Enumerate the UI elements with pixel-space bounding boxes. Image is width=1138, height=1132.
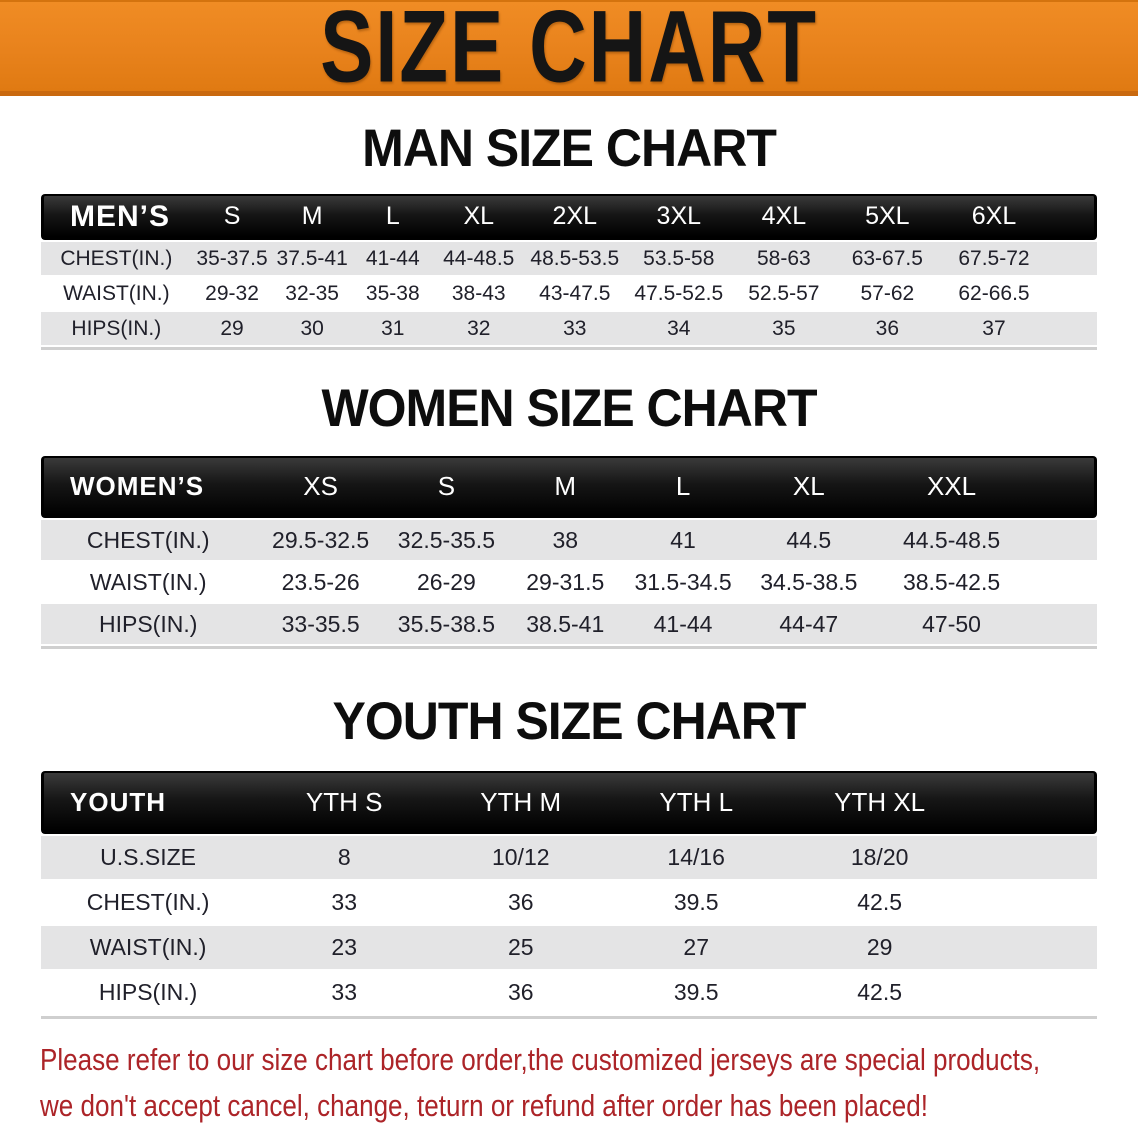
page-title: SIZE CHART (320, 0, 818, 104)
size-cell: 29 (784, 926, 975, 969)
women-column-header: S (386, 456, 507, 518)
size-cell: 30 (272, 312, 352, 345)
men-row-2 (41, 312, 1097, 345)
size-chart-banner (0, 0, 1138, 104)
size-cell: 18/20 (784, 836, 975, 879)
youth-corner-label: YOUTH (41, 771, 255, 834)
size-cell: 36 (433, 881, 608, 924)
disclaimer-line-1: Please refer to our size chart before order,the customized jerseys are special products, (40, 1042, 1041, 1077)
men-column-header: M (272, 194, 352, 240)
women-corner-label: WOMEN’S (41, 456, 255, 518)
row-label: WAIST(IN.) (41, 562, 255, 602)
size-cell: 47.5-52.5 (626, 277, 732, 310)
size-cell: 25 (433, 926, 608, 969)
size-cell: 44.5 (742, 520, 875, 560)
size-cell: 62-66.5 (939, 277, 1049, 310)
size-cell: 36 (433, 971, 608, 1014)
row-label: HIPS(IN.) (41, 971, 255, 1014)
women-column-header: L (624, 456, 743, 518)
youth-row-3 (41, 971, 1097, 1014)
men-column-header: 5XL (836, 194, 939, 240)
men-column-header: 2XL (524, 194, 626, 240)
youth-row-1 (41, 881, 1097, 924)
disclaimer (40, 1037, 1138, 1129)
men-column-header: 6XL (939, 194, 1049, 240)
size-cell: 44-48.5 (434, 242, 524, 275)
size-cell: 31.5-34.5 (624, 562, 743, 602)
size-cell: 37.5-41 (272, 242, 352, 275)
men-corner-label: MEN’S (41, 194, 192, 240)
men-row-1 (41, 277, 1097, 310)
row-label: HIPS(IN.) (41, 312, 192, 345)
size-cell: 41-44 (352, 242, 434, 275)
size-cell: 33 (524, 312, 626, 345)
row-label: WAIST(IN.) (41, 926, 255, 969)
disclaimer-line-2: we don't accept cancel, change, teturn or refund after order has been placed! (40, 1088, 929, 1123)
header-spacer (1049, 194, 1097, 240)
row-label: U.S.SIZE (41, 836, 255, 879)
size-cell: 26-29 (386, 562, 507, 602)
row-spacer (975, 836, 1097, 879)
size-cell: 10/12 (433, 836, 608, 879)
size-cell: 35-38 (352, 277, 434, 310)
men-section-heading: MAN SIZE CHART (362, 118, 776, 178)
size-cell: 33 (255, 971, 433, 1014)
size-cell: 38.5-42.5 (875, 562, 1028, 602)
size-cell: 38 (507, 520, 624, 560)
size-cell: 48.5-53.5 (524, 242, 626, 275)
size-cell: 29-32 (192, 277, 273, 310)
size-cell: 41-44 (624, 604, 743, 644)
size-cell: 8 (255, 836, 433, 879)
men-column-header: L (352, 194, 434, 240)
men-column-header: S (192, 194, 273, 240)
size-cell: 34.5-38.5 (742, 562, 875, 602)
row-spacer (1028, 520, 1097, 560)
row-label: HIPS(IN.) (41, 604, 255, 644)
size-cell: 42.5 (784, 881, 975, 924)
row-label: CHEST(IN.) (41, 242, 192, 275)
youth-column-header: YTH S (255, 771, 433, 834)
men-column-header: XL (434, 194, 524, 240)
youth-column-header: YTH XL (784, 771, 975, 834)
row-spacer (1028, 604, 1097, 644)
row-spacer (1049, 312, 1097, 345)
youth-column-header: YTH L (608, 771, 784, 834)
women-table-wrap (41, 454, 1097, 649)
size-cell: 44.5-48.5 (875, 520, 1028, 560)
size-cell: 33 (255, 881, 433, 924)
size-cell: 39.5 (608, 971, 784, 1014)
row-spacer (1028, 562, 1097, 602)
size-cell: 35.5-38.5 (386, 604, 507, 644)
size-cell: 32 (434, 312, 524, 345)
size-cell: 67.5-72 (939, 242, 1049, 275)
row-label: CHEST(IN.) (41, 881, 255, 924)
size-cell: 35-37.5 (192, 242, 273, 275)
size-cell: 14/16 (608, 836, 784, 879)
size-cell: 36 (836, 312, 939, 345)
size-cell: 33-35.5 (255, 604, 386, 644)
size-cell: 39.5 (608, 881, 784, 924)
size-cell: 34 (626, 312, 732, 345)
size-cell: 35 (732, 312, 836, 345)
men-row-0 (41, 242, 1097, 275)
women-row-1 (41, 562, 1097, 602)
header-spacer (975, 771, 1097, 834)
women-column-header: XL (742, 456, 875, 518)
row-spacer (1049, 277, 1097, 310)
men-header-row (41, 194, 1097, 240)
women-row-0 (41, 520, 1097, 560)
youth-size-table (41, 769, 1097, 1016)
header-spacer (1028, 456, 1097, 518)
women-header-row (41, 456, 1097, 518)
men-table-wrap (41, 192, 1097, 350)
size-cell: 27 (608, 926, 784, 969)
men-size-table (41, 192, 1097, 347)
youth-row-2 (41, 926, 1097, 969)
row-label: CHEST(IN.) (41, 520, 255, 560)
row-label: WAIST(IN.) (41, 277, 192, 310)
size-cell: 58-63 (732, 242, 836, 275)
size-cell: 41 (624, 520, 743, 560)
youth-table-wrap (41, 769, 1097, 1019)
size-cell: 43-47.5 (524, 277, 626, 310)
women-size-table (41, 454, 1097, 646)
size-chart-content (0, 118, 1138, 1129)
men-column-header: 4XL (732, 194, 836, 240)
size-cell: 38-43 (434, 277, 524, 310)
size-cell: 44-47 (742, 604, 875, 644)
youth-row-0 (41, 836, 1097, 879)
size-cell: 47-50 (875, 604, 1028, 644)
size-cell: 37 (939, 312, 1049, 345)
size-cell: 31 (352, 312, 434, 345)
size-cell: 32.5-35.5 (386, 520, 507, 560)
row-spacer (975, 881, 1097, 924)
youth-column-header: YTH M (433, 771, 608, 834)
row-spacer (975, 926, 1097, 969)
size-cell: 63-67.5 (836, 242, 939, 275)
size-cell: 23 (255, 926, 433, 969)
women-column-header: XXL (875, 456, 1028, 518)
men-column-header: 3XL (626, 194, 732, 240)
women-column-header: XS (255, 456, 386, 518)
row-spacer (1049, 242, 1097, 275)
size-cell: 42.5 (784, 971, 975, 1014)
size-cell: 29-31.5 (507, 562, 624, 602)
size-cell: 23.5-26 (255, 562, 386, 602)
size-cell: 57-62 (836, 277, 939, 310)
size-cell: 29.5-32.5 (255, 520, 386, 560)
row-spacer (975, 971, 1097, 1014)
size-cell: 52.5-57 (732, 277, 836, 310)
size-cell: 53.5-58 (626, 242, 732, 275)
youth-header-row (41, 771, 1097, 834)
size-cell: 32-35 (272, 277, 352, 310)
youth-section-heading: YOUTH SIZE CHART (332, 691, 806, 751)
women-section-heading: WOMEN SIZE CHART (321, 378, 817, 438)
women-row-2 (41, 604, 1097, 644)
size-cell: 38.5-41 (507, 604, 624, 644)
women-column-header: M (507, 456, 624, 518)
size-cell: 29 (192, 312, 273, 345)
